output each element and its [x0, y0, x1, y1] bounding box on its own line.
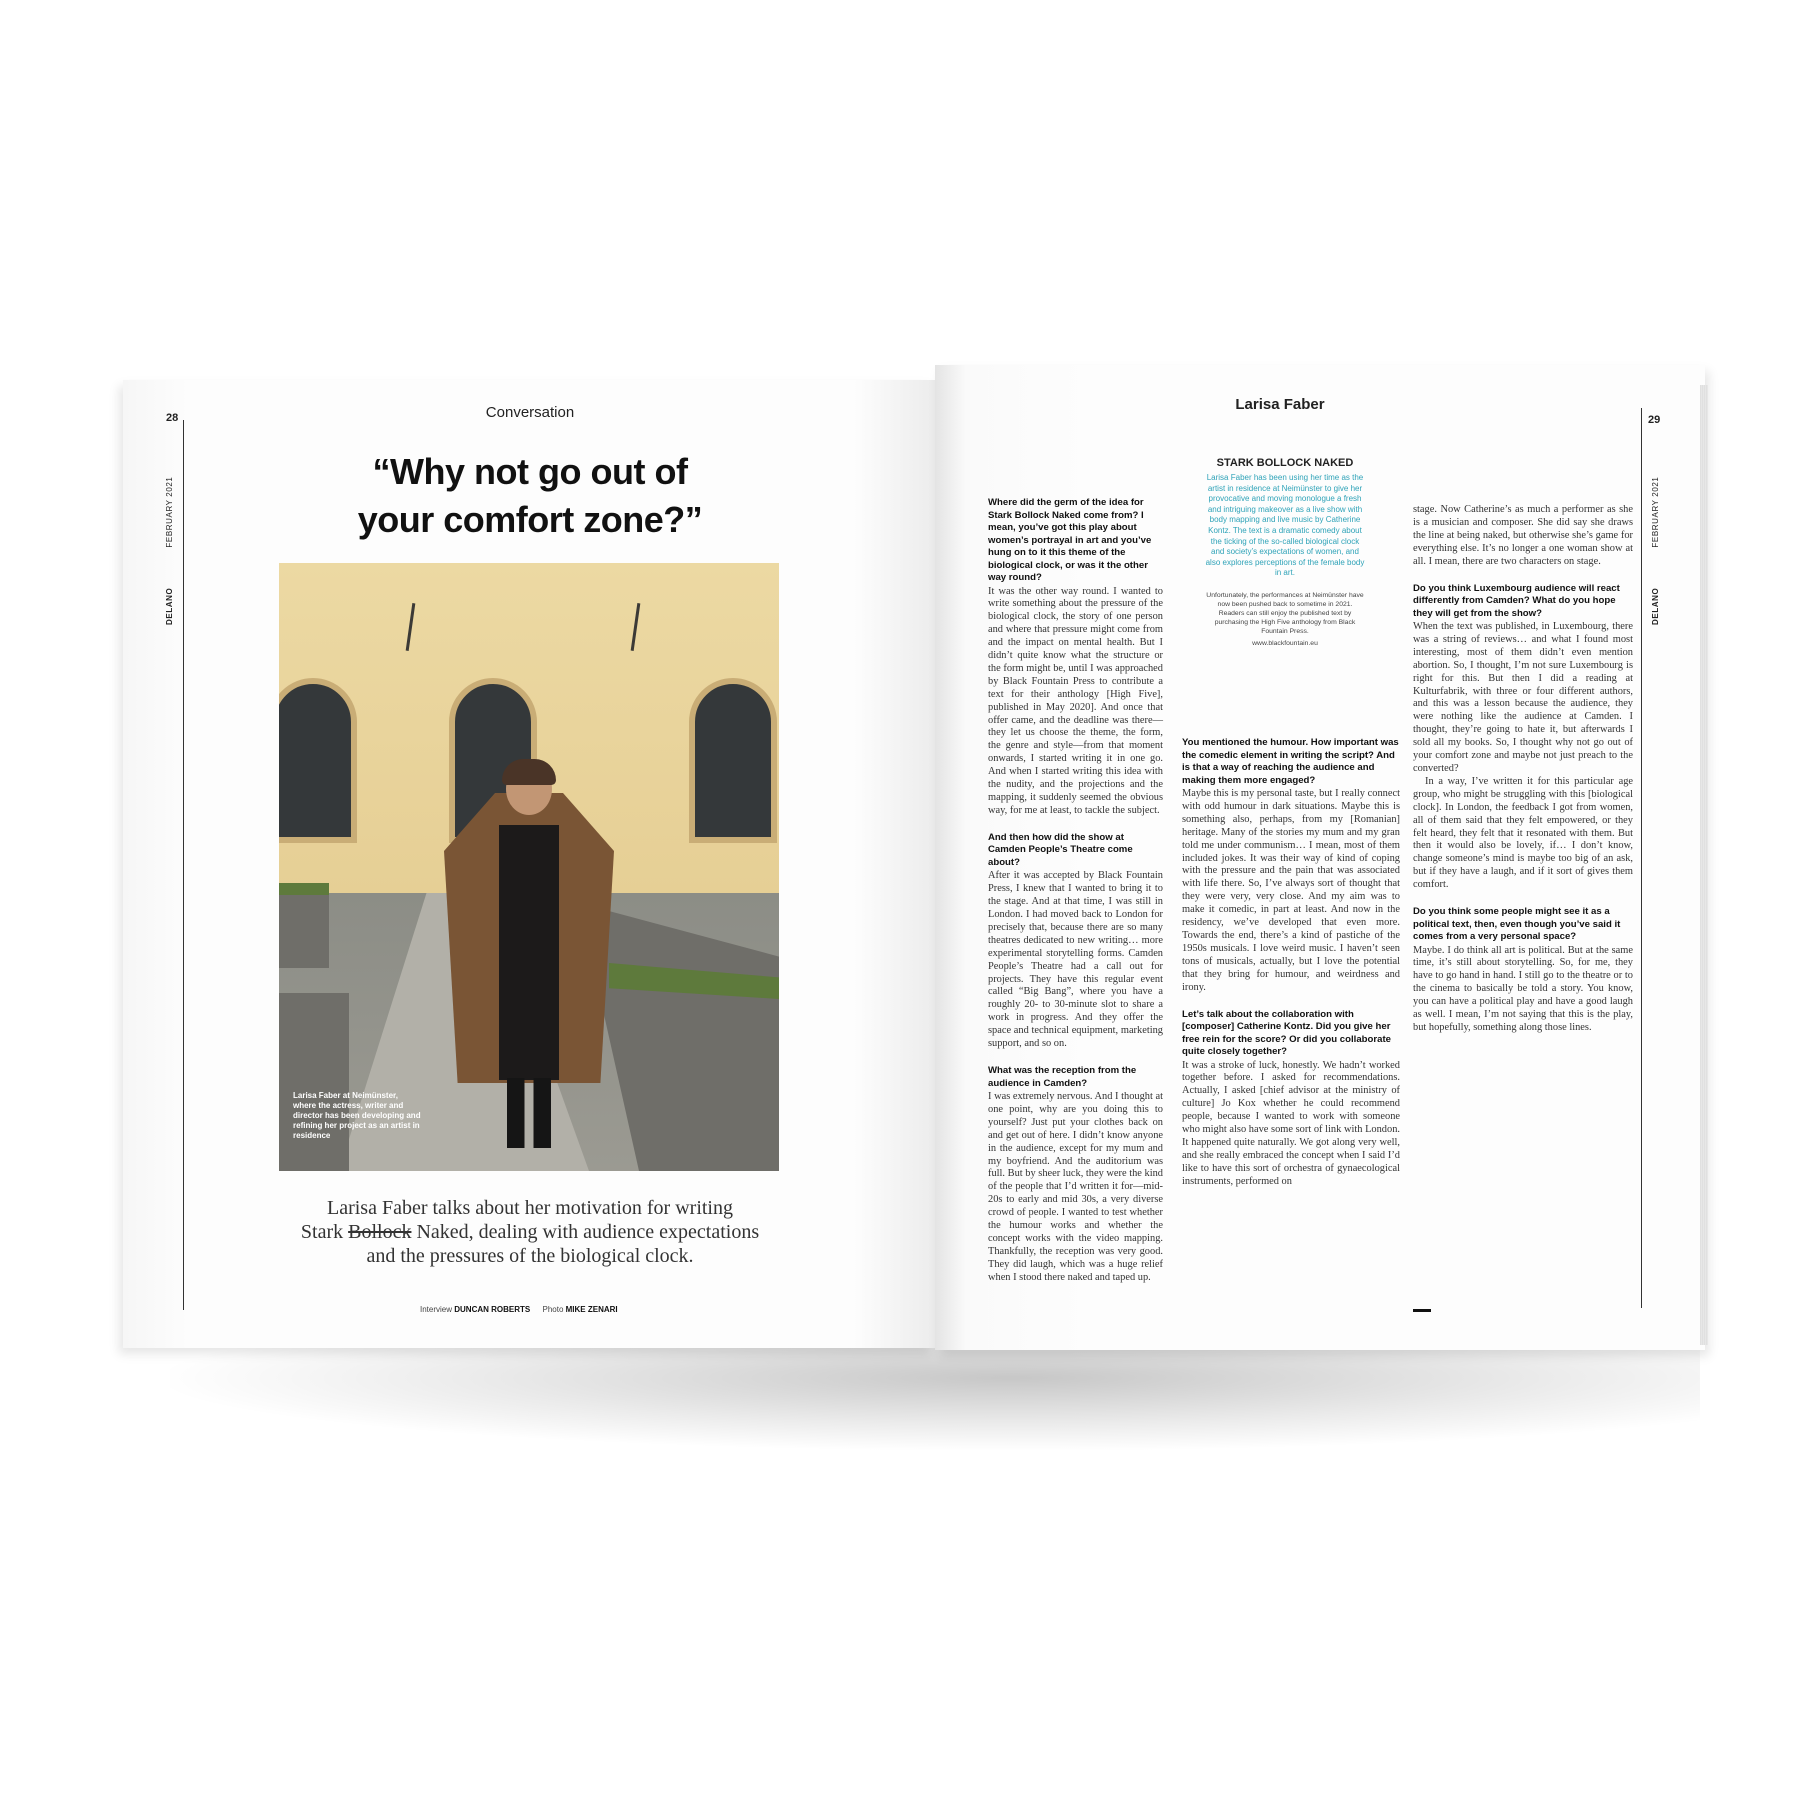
sidebar-url: www.blackfountain.eu: [1252, 639, 1318, 647]
article-column-1: [988, 497, 1163, 1299]
question: Do you think Luxembourg audience will react differently from Camden? What do you hope they will get from the show?: [1413, 582, 1620, 619]
credits: [420, 1305, 628, 1314]
left-page-number: 28: [166, 412, 179, 424]
answer: Maybe. I do think all art is political. But at the same time, it’s still about storytelling. So, for me, they have to go hand in hand. I still go to the theatre or to the cinema to basically be told a story. You know, you can have a political play and have a good laugh as well. I mean, I’m not saying that this is the play, but hopefully, something along those lines.: [1413, 944, 1633, 1033]
question: Let’s talk about the collaboration with [composer] Catherine Kontz. Did you give her free rein for the score? Or did you collaborate quite closely together?: [1182, 1008, 1391, 1057]
answer: After it was accepted by Black Fountain Press, I knew that I wanted to bring it to the stage. And at that time, I was still in London. I had moved back to London for precisely that, because there are so many theatres dedicated to new writing… more experimental storytelling forms. Camden People’s Theatre had a call out for projects. They have this regular event called “Big Bang”, where you have a roughly 20- to 30-minute slot to share a work in progress. And they offer the space and technical equipment, marketing support, and so on.: [988, 870, 1163, 1050]
interview-label: Interview: [420, 1305, 453, 1314]
end-mark: [1413, 1309, 1431, 1312]
question: And then how did the show at Camden People’s Theatre come about?: [988, 831, 1133, 868]
article-column-3: [1413, 504, 1633, 1049]
standfirst-line-1: Larisa Faber talks about her motivation for writing: [326, 1197, 733, 1219]
photo-caption: Larisa Faber at Neimünster, where the actress, writer and director has been developing and refining her project as an artist in residence: [293, 1091, 421, 1140]
headline-line-1: “Why not go out of: [372, 451, 688, 492]
answer: Maybe this is my personal taste, but I really connect with odd humour in dark situations. Maybe this is something also, perhaps, from my [Romanian] heritage. Many of the stories my mum and my gran told me under communism… I mean, most of them included jokes. It was their way of kind of coping with the pressure and the pain that was associated with life there. So, I’ve always sort of thought that they were very, very close. And my aim was to make it comedic, in part at least. And now in the residency, we’ve developed that even more. Towards the end, there’s a kind of pastiche of the 1950s musicals. I love weird music. I haven’t seen tons of musicals, actually, but I love the potential that they bring for humour, and weirdness and irony.: [1182, 788, 1400, 993]
headline: [290, 448, 770, 544]
standfirst-line-3: and the pressures of the biological clock.: [366, 1245, 694, 1267]
answer-continued: stage. Now Catherine’s as much a performer as she is a musician and composer. She did say she draws the line at being naked, but otherwise she’s game for everything else. It’s no longer a one woman show at all. I mean, there are two characters on stage.: [1413, 504, 1633, 567]
sidebar-title: STARK BOLLOCK NAKED: [1216, 457, 1354, 469]
question: Do you think some people might see it as a political text, then, even though you’ve said it comes from a very personal space?: [1413, 906, 1621, 943]
standfirst-line-2: Stark Bollock Naked, dealing with audience expectations: [300, 1221, 760, 1243]
right-margin-rule: [1641, 408, 1642, 1308]
question: Where did the germ of the idea for Stark Bollock Naked come from? I mean, you’ve got this play about women’s portrayal in art and you’ve hung on to it this theme of the biological clock, or was it the other way round?: [988, 497, 1152, 583]
right-side-label: [1651, 477, 1660, 625]
photo-label: Photo: [542, 1305, 564, 1314]
portrait-photo: [279, 563, 779, 1171]
standfirst: [240, 1196, 820, 1268]
answer-paragraph: In a way, I’ve written it for this particular age group, who might be struggling with this [biological clock]. In London, the feedback I got from women, all of them said that they felt empowered, or they felt heard, they felt that it resonated with them. But then it would also be lovely, if… I don’t know, change someone’s mind is maybe too big of an ask, but if they have a laugh, and if it sort of gives them comfort.: [1413, 775, 1633, 891]
answer: I was extremely nervous. And I thought at one point, why are you doing this to yourself? Just put your clothes back on and get out of here. I didn’t know anyone in the audience, except for my mum and my boyfriend. And the auditorium was full. But by sheer luck, they were the kind of the people that I’d written it for—mid-20s to early and mid 30s, a very diverse crowd of people. I wanted to test whether the humour works and whether the concept works with the video mapping. Thankfully, the reception was very good. They did laugh, which was a huge relief when I stood there naked and taped up.: [988, 1091, 1163, 1283]
section-label: Conversation: [485, 404, 575, 421]
issue-date: FEBRUARY 2021: [165, 476, 174, 548]
answer: It was the other way round. I wanted to write something about the pressure of the biological clock, the story of one person and where that pressure might come from and the impact on mental health. But I didn’t quite know what the structure or the form might be, until I was approached by Black Fountain Press to contribute a text for their anthology [High Five], published in May 2020]. And once that offer came, and the deadline was there—they let us choose the theme, the form, the genre and style—from that moment onwards, I started writing it in one go. And when I started writing this idea with the nudity, and the projections and the mapping, it suddenly seemed the obvious way, for me at least, to tackle the subject.: [988, 585, 1163, 816]
page-stack-edge: [1700, 385, 1708, 1345]
issue-date: FEBRUARY 2021: [1651, 476, 1660, 548]
struck-word: Bollock: [348, 1221, 412, 1243]
sidebar-note: Unfortunately, the performances at Neimünster have now been pushed back to sometime in 2021. Readers can still enjoy the published text by purchasing the High Five anthology from Black Fountain Press.: [1206, 591, 1364, 635]
answer: It was a stroke of luck, honestly. We hadn’t worked together before. I asked for recommendations. Actually, I asked [chief advisor at the ministry of culture] Jo Kox whether he could recommend people, because I wanted to work with someone who might also have some sort of link with London. It happened quite naturally. We got along very well, and she really embraced the concept when I said I’d like to have this sort of orchestra of gynaecological instruments, performed on: [1182, 1059, 1400, 1187]
photographer-name: MIKE ZENARI: [565, 1305, 618, 1314]
interviewer-name: DUNCAN ROBERTS: [454, 1305, 531, 1314]
right-page-number: 29: [1648, 414, 1661, 426]
article-column-2: [1182, 737, 1400, 1203]
question: What was the reception from the audience in Camden?: [988, 1065, 1137, 1089]
headline-line-2: your comfort zone?”: [357, 499, 703, 540]
brand-label: DELANO: [1651, 587, 1660, 625]
running-head: Larisa Faber: [1235, 396, 1325, 413]
question: You mentioned the humour. How important was the comedic element in writing the script? And is that a way of reaching the audience and making them more engaged?: [1182, 737, 1399, 786]
left-side-label: [165, 477, 174, 625]
left-margin-rule: [183, 420, 184, 1310]
info-sidebar: [1205, 457, 1365, 647]
sidebar-body: Larisa Faber has been using her time as the artist in residence at Neimünster to give her provocative and moving monologue a fresh and intriguing makeover as a live show with body mapping and live music by Catherine Kontz. The text is a dramatic comedy about the ticking of the so-called biological clock and society’s expectations of women, and also explores perceptions of the female body in art.: [1205, 473, 1365, 578]
answer: When the text was published, in Luxembourg, there was a string of reviews… and what I found most interesting, most of them didn’t even mention abortion. So, I thought, I’m not sure Luxembourg is right for this. But then I did a reading at Kulturfabrik, with three or four different authors, and this was a lesson because the audience, they were nothing like the audience at Camden. I thought, they’re going to hate it, but afterwards I sold all my books. So, I thought why not go out of your comfort zone and maybe not just preach to the converted?: [1413, 621, 1633, 774]
brand-label: DELANO: [165, 587, 174, 625]
